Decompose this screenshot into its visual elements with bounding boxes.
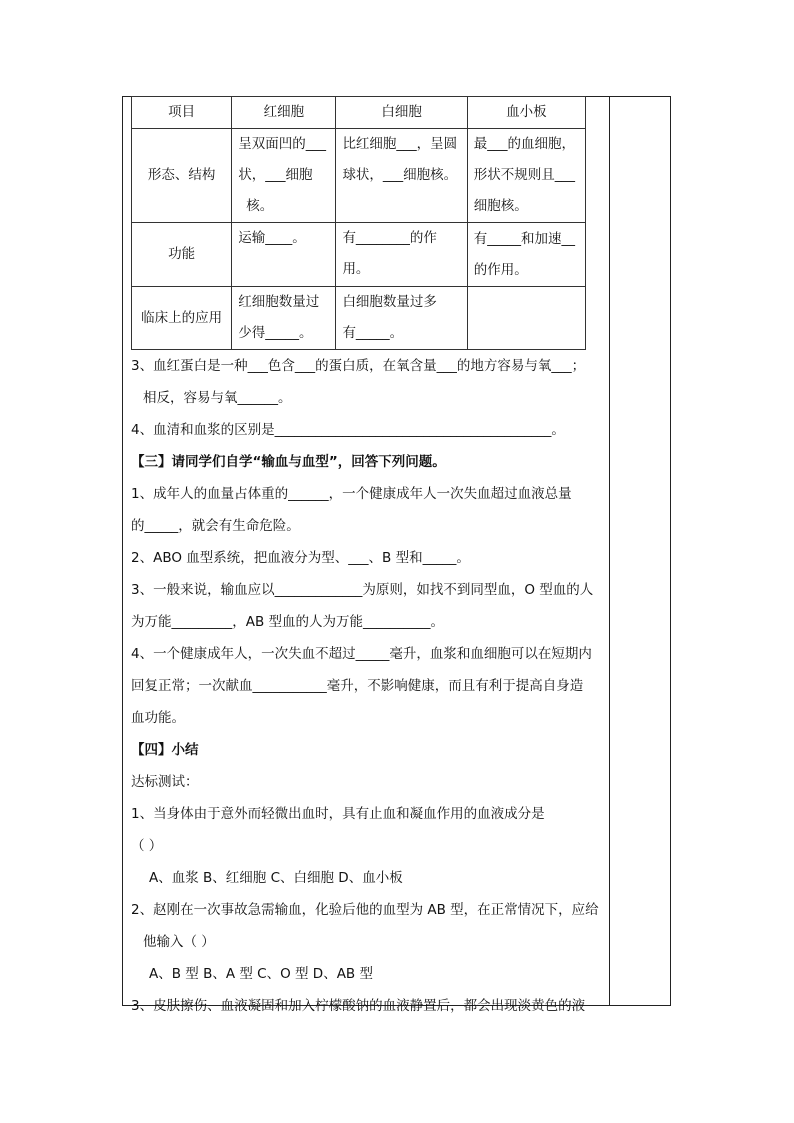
table-row-function (132, 223, 586, 287)
question-hemoglobin-line1: 3、血红蛋白是一种___色含___的蛋白质，在氧含量___的地方容易与氧___； (131, 358, 586, 374)
cell-platelet-structure (467, 129, 585, 223)
section-four-heading: 【四】小结 (131, 742, 199, 758)
cell-wbc-structure (336, 129, 467, 223)
cell-line: 运输____。 (238, 230, 306, 246)
header-platelet: 血小板 (467, 97, 585, 129)
row-label-function: 功能 (132, 223, 232, 287)
worksheet-content (131, 96, 603, 1022)
question-hemoglobin-line2: 相反，容易与氧______。 (143, 390, 292, 406)
s3-line2: 为万能_________，AB 型血的人为万能__________。 (131, 614, 445, 630)
cell-wbc-clinical (336, 287, 467, 350)
cell-line: 最___的血细胞， (473, 136, 575, 152)
s3-line1: 3、一般来说，输血应以_____________为原则，如找不到同型血，O 型血的人 (131, 582, 594, 598)
cell-rbc-structure (232, 129, 336, 223)
cell-line: 的作用。 (473, 261, 528, 278)
cell-platelet-clinical (467, 287, 585, 350)
s1-line1: 1、成年人的血量占体重的______，一个健康成年人一次失血超过血液总量 (131, 486, 572, 502)
test1-line2: （ ） (131, 838, 163, 854)
s2-line: 2、ABO 血型系统，把血液分为型、___、B 型和_____。 (131, 550, 470, 566)
question-serum-plasma: 4、血清和血浆的区别是_________________________________________。 (131, 422, 565, 438)
cell-line: 细胞核。 (473, 198, 528, 214)
cell-wbc-function (336, 223, 467, 287)
header-item: 项目 (132, 97, 232, 129)
cell-line: 核。 (246, 198, 274, 214)
cell-line: 呈双面凹的___ (238, 136, 326, 152)
test2-line2: 他输入（ ） (143, 934, 215, 950)
table-row-structure (132, 129, 586, 223)
table-row-clinical (132, 287, 586, 350)
row-label-structure: 形态、结构 (132, 129, 232, 223)
cell-line: 有________的作用。 (342, 230, 437, 277)
s1-line2: 的_____，就会有生命危险。 (131, 518, 300, 534)
s4-line3: 血功能。 (131, 710, 185, 726)
right-column-divider (609, 96, 610, 1006)
test3-line1: 3、皮肤擦伤、血液凝固和加入柠檬酸钠的血液静置后，都会出现淡黄色的液 (131, 998, 586, 1014)
test2-options: A、B 型 B、A 型 C、O 型 D、AB 型 (149, 966, 373, 982)
cell-rbc-function (232, 223, 336, 287)
test2-line1: 2、赵刚在一次事故急需输血，化验后他的血型为 AB 型，在正常情况下，应给 (131, 902, 599, 918)
cell-line: 白细胞数量过多 (342, 294, 437, 310)
cell-line: 红细胞数量过 (238, 294, 320, 310)
test1-line1: 1、当身体由于意外而轻微出血时，具有止血和凝血作用的血液成分是 (131, 806, 545, 822)
cell-line: 状，___细胞 (238, 167, 313, 183)
section-three-heading: 【三】请同学们自学“输血与血型”，回答下列问题。 (131, 454, 446, 470)
blood-cells-table (131, 96, 586, 350)
header-wbc: 白细胞 (336, 97, 467, 129)
cell-line: 有_____。 (342, 325, 404, 341)
cell-line: 球状，___细胞核。 (342, 167, 458, 183)
cell-platelet-function (467, 223, 585, 287)
table-header-row (132, 97, 586, 129)
test1-options: A、血浆 B、红细胞 C、白细胞 D、血小板 (149, 870, 403, 886)
cell-line: 少得_____。 (238, 325, 313, 341)
row-label-clinical: 临床上的应用 (132, 287, 232, 350)
cell-line: 形状不规则且___ (473, 167, 575, 183)
s4-line1: 4、一个健康成年人，一次失血不超过_____毫升，血浆和血细胞可以在短期内 (131, 646, 592, 662)
s4-line2: 回复正常；一次献血___________毫升，不影响健康，而且有利于提高自身造 (131, 678, 584, 694)
cell-line: 有_____和加速__ (473, 230, 575, 247)
header-rbc: 红细胞 (232, 97, 336, 129)
test-heading: 达标测试： (131, 774, 199, 790)
cell-rbc-clinical (232, 287, 336, 350)
cell-line: 比红细胞___，呈圆 (342, 136, 458, 152)
